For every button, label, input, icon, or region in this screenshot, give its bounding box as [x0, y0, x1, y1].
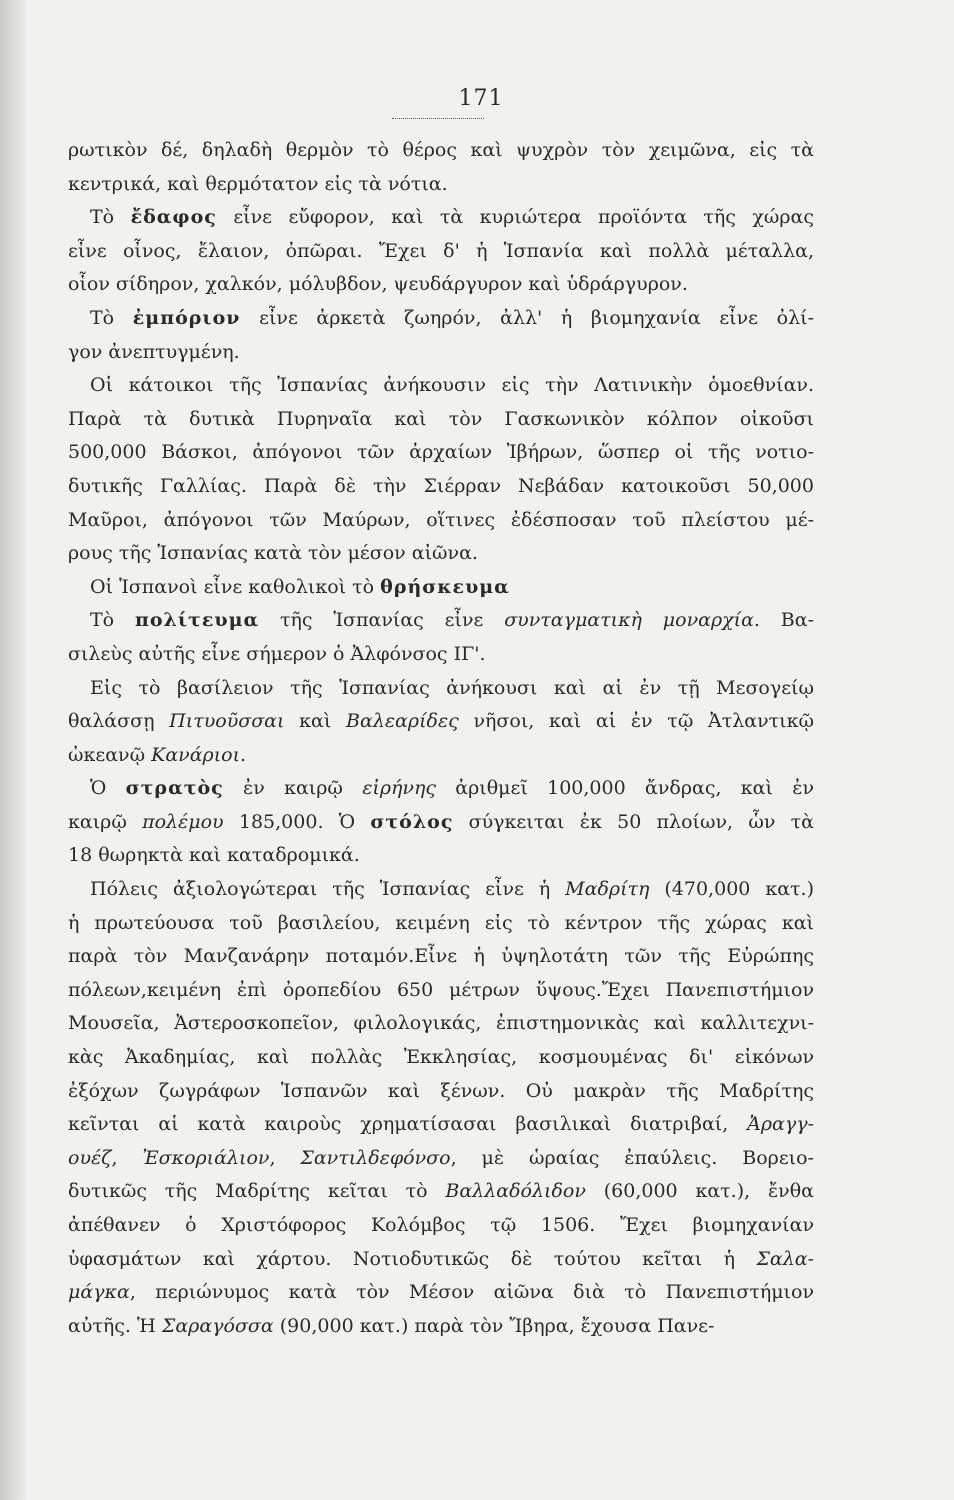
page-number: 171 — [458, 86, 504, 111]
text-line — [68, 1108, 814, 1142]
text-run: σύγκειται ἐκ 50 πλοίων, ὧν τὰ — [453, 810, 814, 833]
text-run: σιλεὺς αὐτῆς εἶνε σήμερον ὁ Ἀλφόνσος ΙΓ'. — [68, 642, 486, 665]
text-line — [68, 604, 814, 638]
text-line — [68, 436, 814, 470]
text-run: 185,000. Ὁ — [223, 810, 371, 833]
italic-term: Βαλεαρίδες — [346, 710, 459, 733]
text-run: ρους τῆς Ἱσπανίας κατὰ τὸν μέσον αἰῶνα. — [68, 542, 478, 565]
text-run: εἶνε ἀρκετὰ ζωηρόν, ἀλλ' ἡ βιομηχανία εἶνε ὀλί- — [240, 306, 814, 329]
text-run: καιρῷ — [68, 810, 143, 833]
text-run: Μουσεῖα, Ἀστεροσκοπεῖον, φιλολογικάς, ἐπιστημονικὰς καὶ καλλιτεχνι- — [68, 1012, 814, 1035]
text-line — [68, 1209, 814, 1243]
text-run: Τὸ — [90, 306, 133, 329]
text-line — [68, 369, 814, 403]
text-run: , — [111, 1146, 143, 1169]
text-run: . Βα- — [753, 609, 814, 632]
text-run: ἀπέθανεν ὁ Χριστόφορος Κολόμβος τῷ 1506. Ἔχει βιομηχανίαν — [68, 1214, 814, 1236]
text-line — [68, 168, 814, 202]
bold-term: πολίτευμα — [134, 609, 260, 632]
italic-term: συνταγματικὴ μοναρχία — [504, 609, 754, 632]
text-run: Πόλεις ἀξιολογώτεραι τῆς Ἱσπανίας εἶνε ἡ — [90, 878, 566, 901]
text-line — [68, 1075, 814, 1109]
italic-term: μάγκα — [68, 1281, 130, 1304]
header-rule — [392, 118, 484, 119]
text-run: 18 θωρηκτὰ καὶ καταδρομικά. — [68, 844, 360, 867]
bold-term: στόλος — [370, 810, 454, 833]
text-line — [68, 672, 814, 706]
text-line — [68, 1041, 814, 1075]
italic-term: Πιτυοῦσσαι — [169, 710, 285, 733]
text-run: αὐτῆς. Ἡ — [68, 1314, 162, 1337]
italic-term: Σαλα- — [756, 1247, 814, 1270]
text-run: δυτικῶς τῆς Μαδρίτης κεῖται τὸ — [68, 1180, 446, 1203]
text-run: ρωτικὸν δέ, δηλαδὴ θερμὸν τὸ θέρος καὶ ψυχρὸν τὸν χειμῶνα, εἰς τὰ — [68, 139, 814, 161]
text-run: πόλεων,κειμένη ἐπὶ ὀροπεδίου 650 μέτρων ὕψους.Ἔχει Πανεπιστήμιον — [68, 978, 814, 1001]
text-run: νῆσοι, καὶ αἱ ἐν τῷ Ἀτλαντικῷ — [458, 710, 814, 733]
text-run: ἐν καιρῷ — [223, 777, 363, 800]
text-line — [68, 134, 814, 168]
text-line — [68, 839, 814, 873]
italic-term: Ἀραγγ- — [747, 1113, 814, 1136]
text-run: Τὸ — [90, 609, 135, 632]
bold-term: θρήσκευμα — [380, 575, 510, 598]
text-line — [68, 268, 814, 302]
text-line — [68, 403, 814, 437]
text-run: , μὲ ὡραίας ἐπαύλεις. Βορειο- — [450, 1146, 814, 1169]
text-run: Μαῦροι, ἀπόγονοι τῶν Μαύρων, οἵτινες ἐδέσποσαν τοῦ πλείστου μέ- — [68, 508, 814, 531]
italic-term: Μαδρίτη — [565, 878, 650, 901]
italic-term: πολέμου — [142, 810, 224, 833]
text-run: θαλάσσῃ — [68, 710, 170, 733]
bold-term: ἐμπόριον — [132, 306, 241, 329]
text-line — [68, 907, 814, 941]
italic-term: εἰρήνης — [362, 777, 436, 800]
text-run: κὰς Ἀκαδημίας, καὶ πολλὰς Ἐκκλησίας, κοσμουμένας δι' εἰκόνων — [68, 1046, 814, 1069]
text-run: Οἱ κάτοικοι τῆς Ἱσπανίας ἀνήκουσιν εἰς τὴν Λατινικὴν ὁμοεθνίαν. — [90, 374, 814, 397]
text-run: κεντρικά, καὶ θερμότατον εἰς τὰ νότια. — [68, 172, 448, 195]
text-run: (90,000 κατ.) παρὰ τὸν Ἴβηρα, ἔχουσα Πανε- — [273, 1314, 715, 1337]
text-line — [68, 1142, 814, 1176]
text-run: παρὰ τὸν Μανζανάρην ποταμόν.Εἶνε ἡ ὑψηλοτάτη τῶν τῆς Εὐρώπης — [68, 945, 814, 968]
text-run: Ὁ — [90, 777, 126, 800]
italic-term: Ἐσκοριάλιον — [142, 1146, 270, 1169]
italic-term: Σαντιλδεφόνσο — [300, 1146, 451, 1169]
page-edge-shadow — [0, 0, 26, 1500]
text-run: ὠκεανῷ — [68, 743, 152, 766]
text-run: εἶνε εὔφορον, καὶ τὰ κυριώτερα προϊόντα τῆς χώρας — [216, 206, 814, 229]
text-run: εἶνε οἶνος, ἔλαιον, ὀπῶραι. Ἔχει δ' ἡ Ἱσπανία καὶ πολλὰ μέταλλα, — [68, 239, 814, 262]
text-line — [68, 201, 814, 235]
bold-term: στρατὸς — [125, 777, 224, 800]
text-line — [68, 705, 814, 739]
text-line — [68, 504, 814, 538]
text-line — [68, 470, 814, 504]
text-line — [68, 1175, 814, 1209]
text-line — [68, 302, 814, 336]
text-run: , — [269, 1146, 301, 1169]
text-line — [68, 1243, 814, 1277]
bold-term: ἔδαφος — [130, 206, 217, 229]
text-line — [68, 638, 814, 672]
text-run: Παρὰ τὰ δυτικὰ Πυρηναῖα καὶ τὸν Γασκωνικὸν κόλπον οἰκοῦσι — [68, 407, 814, 430]
text-line — [68, 235, 814, 269]
text-line — [68, 1276, 814, 1310]
text-run: γον ἀνεπτυγμένη. — [68, 340, 240, 363]
text-line — [68, 1007, 814, 1041]
italic-term: Σαραγόσσα — [161, 1314, 274, 1337]
text-run: 500,000 Βάσκοι, ἀπόγονοι τῶν ἀρχαίων Ἰβήρων, ὥσπερ οἱ τῆς νοτιο- — [68, 441, 814, 464]
text-run: (470,000 κατ.) — [649, 878, 814, 901]
text-line — [68, 739, 814, 773]
text-line — [68, 806, 814, 840]
text-line — [68, 873, 814, 907]
text-run: οἷον σίδηρον, χαλκόν, μόλυβδον, ψευδάργυρον καὶ ὑδράργυρον. — [68, 273, 688, 296]
text-run: κεῖνται αἱ κατὰ καιροὺς χρηματίσασαι βασιλικαὶ διατριβαί, — [68, 1113, 748, 1136]
text-run: ἀριθμεῖ 100,000 ἄνδρας, καὶ ἐν — [435, 777, 814, 800]
text-line — [68, 974, 814, 1008]
text-run: Τὸ — [90, 206, 131, 229]
text-run: Οἱ Ἱσπανοὶ εἶνε καθολικοὶ τὸ — [90, 575, 381, 598]
text-run: Εἰς τὸ βασίλειον τῆς Ἱσπανίας ἀνήκουσι καὶ αἱ ἐν τῇ Μεσογείῳ — [90, 676, 814, 699]
text-line — [68, 336, 814, 370]
text-line — [68, 772, 814, 806]
text-run: δυτικῆς Γαλλίας. Παρὰ δὲ τὴν Σιέρραν Νεβάδαν κατοικοῦσι 50,000 — [68, 474, 814, 497]
text-run: ὑφασμάτων καὶ χάρτου. Νοτιοδυτικῶς δὲ τούτου κεῖται ἡ — [68, 1247, 757, 1270]
text-line — [68, 537, 814, 571]
text-run: καὶ — [284, 710, 347, 733]
text-line — [68, 1310, 814, 1344]
italic-term: ουέζ — [68, 1146, 112, 1169]
text-line — [68, 571, 814, 605]
text-run: , περιώνυμος κατὰ τὸν Μέσον αἰῶνα διὰ τὸ Πανεπιστήμιον — [129, 1281, 814, 1304]
italic-term: Βαλλαδόλιδον — [445, 1180, 586, 1203]
text-run: ἐξόχων ζωγράφων Ἱσπανῶν καὶ ξένων. Οὐ μακρὰν τῆς Μαδρίτης — [68, 1079, 814, 1102]
text-line — [68, 940, 814, 974]
text-run: . — [240, 743, 247, 766]
italic-term: Κανάριοι — [151, 743, 241, 766]
text-run: ἡ πρωτεύουσα τοῦ βασιλείου, κειμένη εἰς τὸ κέντρον τῆς χώρας καὶ — [68, 911, 814, 934]
text-run: (60,000 κατ.), ἔνθα — [585, 1180, 814, 1203]
body-text — [68, 134, 814, 1343]
text-run: τῆς Ἱσπανίας εἶνε — [259, 609, 505, 632]
